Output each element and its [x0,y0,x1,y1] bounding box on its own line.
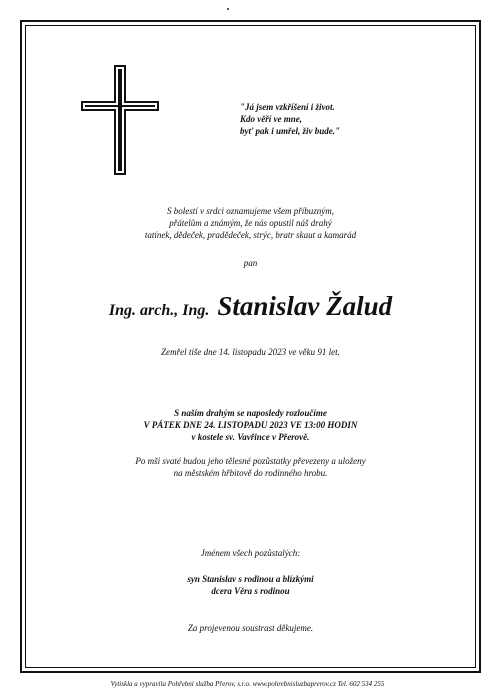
deceased-name [26,291,475,322]
quote-line: Kdo věří ve mne, [240,114,302,124]
footer-printer-info: Vytiskla a vypravila Pohřební služba Přerov, s.r.o. www.pohrebnisluzbaprerov.cz Tel. 602 534 255 [110,680,385,688]
mourners-intro: Jménem všech pozůstalých: [200,548,301,558]
announcement [26,205,475,241]
farewell-line: V PÁTEK DNE 24. LISTOPADU 2023 VE 13:00 HODIN [143,420,358,430]
scan-mark [227,8,229,10]
pan-label: pan [243,258,258,268]
farewell-line: v kostele sv. Vavřince v Přerově. [191,432,310,442]
mourner-line: syn Stanislav s rodinou a blízkými [187,574,314,584]
quote-line: byť pak i umřel, živ bude." [240,126,341,136]
burial-notice [26,455,475,479]
farewell-notice [26,407,475,443]
thanks-note: Za projevenou soustrast děkujeme. [187,623,314,633]
burial-line: Po mši svaté budou jeho tělesné pozůstatky převezeny a uloženy [135,456,366,466]
announcement-line: tatínek, dědeček, pradědeček, strýc, bratr skaut a kamarád [144,230,357,240]
mourners-list [26,573,475,597]
announcement-line: přátelům a známým, že nás opustil náš drahý [169,218,332,228]
bible-quote [240,101,340,137]
burial-line: na městském hřbitově do rodinného hrobu. [173,468,328,478]
cross-icon [80,64,160,176]
mourner-line: dcera Věra s rodinou [211,586,290,596]
death-notice: Zemřel tiše dne 14. listopadu 2023 ve věku 91 let. [161,347,340,357]
announcement-line: S bolestí v srdci oznamujeme všem příbuzným, [167,206,334,216]
quote-line: "Já jsem vzkříšení i život. [240,102,335,112]
deceased-full-name: Stanislav Žalud [217,291,393,321]
farewell-line: S naším drahým se naposledy rozloučíme [174,408,327,418]
deceased-title: Ing. arch., Ing. [108,302,210,319]
